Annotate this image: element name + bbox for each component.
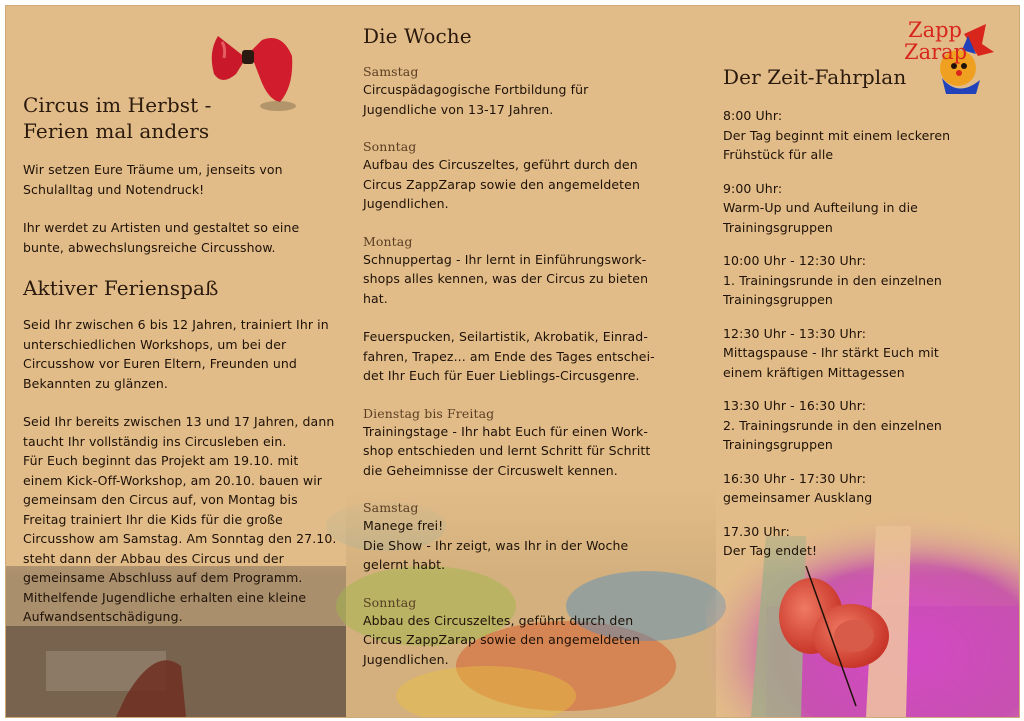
week-day-block (363, 233, 663, 386)
week-day-block (363, 138, 663, 214)
schedule-text: Der Tag endet! (723, 543, 818, 558)
logo-text-line1: Zapp (908, 18, 962, 42)
logo-text-line2: Zarap (904, 40, 968, 64)
week-day-block (363, 63, 663, 119)
day-text-extra: Feuerspucken, Seilartistik, Akrobatik, Einrad-fahren, Trapez... am Ende des Tages entschei-det Ihr Euch für Euer Lieblings-Circusgenre. (363, 329, 655, 383)
column-schedule (723, 64, 968, 561)
paragraph-age-6-12: Seid Ihr zwischen 6 bis 12 Jahren, trainiert Ihr in unterschiedlichen Workshops, um bei der Circusshow vor Euren Eltern, Freunden und Bekannten zu glänzen. (23, 317, 329, 391)
schedule-text: Der Tag beginnt mit einem leckeren Frühstück für alle (723, 127, 951, 162)
schedule-text: 1. Trainingsrunde in den einzelnen Trainingsgruppen (723, 272, 942, 307)
day-text: Manege frei! Die Show - Ihr zeigt, was Ihr in der Woche gelernt habt. (363, 518, 629, 572)
day-label: Samstag (363, 64, 419, 79)
day-text: Trainingstage - Ihr habt Euch für einen Work-shop entschieden und lernt Schritt für Schritt die Geheimnisse der Circuswelt kennen. (363, 423, 651, 478)
schedule-time: 13:30 Uhr - 16:30 Uhr: (723, 398, 867, 413)
week-heading: Die Woche (363, 24, 472, 48)
day-text: Abbau des Circuszeltes, geführt durch den Circus ZappZarap sowie den angemeldeten Jugendlichen. (363, 612, 640, 667)
schedule-item (723, 522, 968, 561)
column-intro (23, 92, 341, 627)
paragraph-age-13-17: Seid Ihr bereits zwischen 13 und 17 Jahren, dann taucht Ihr vollständig ins Circusleben ein. Für Euch beginnt das Projekt am 19.10. mit einem Kick-Off-Workshop, am 20.10. bauen wir gemeinsam den Circus auf, von Montag bis Freitag trainiert Ihr die Kids für die große Circusshow am Samstag. Am Sonntag den 27.10. steht dann der Abbau des Circus und der gemeinsame Abschluss auf dem Programm. Mithelfende Jugendliche erhalten eine kleine Aufwandsentschädigung. (23, 414, 337, 624)
page-title: Circus im Herbst - Ferien mal anders (23, 93, 212, 143)
schedule-time: 8:00 Uhr: (723, 108, 783, 123)
day-label: Sonntag (363, 139, 417, 154)
schedule-time: 9:00 Uhr: (723, 180, 783, 196)
day-label: Dienstag bis Freitag (363, 405, 495, 421)
day-label: Samstag (363, 500, 419, 515)
day-text: Schnuppertag - Ihr lernt in Einführungswork-shops alles kennen, was der Circus zu bieten hat. (363, 251, 649, 306)
day-text: Circuspädagogische Fortbildung für Jugendliche von 13-17 Jahren. (363, 82, 589, 117)
week-day-block (363, 594, 663, 670)
schedule-time: 10:00 Uhr - 12:30 Uhr: (723, 253, 867, 268)
schedule-item (723, 396, 968, 455)
schedule-item (723, 106, 968, 165)
flyer-page (5, 5, 1020, 718)
intro-paragraph-1: Wir setzen Eure Träume um, jenseits von Schulalltag und Notendruck! (23, 162, 283, 197)
day-label: Sonntag (363, 594, 417, 610)
week-day-block (363, 405, 663, 481)
schedule-text: Mittagspause - Ihr stärkt Euch mit einem kräftigen Mittagessen (723, 345, 939, 380)
week-day-block (363, 499, 663, 575)
schedule-item (723, 179, 968, 238)
schedule-item (723, 469, 968, 508)
schedule-text: 2. Trainingsrunde in den einzelnen Trainingsgruppen (723, 417, 942, 452)
schedule-heading: Der Zeit-Fahrplan (723, 65, 907, 89)
schedule-time: 17.30 Uhr: (723, 523, 790, 539)
intro-paragraph-2: Ihr werdet zu Artisten und gestaltet so eine bunte, abwechslungsreiche Circusshow. (23, 220, 300, 255)
schedule-time: 16:30 Uhr - 17:30 Uhr: (723, 470, 867, 486)
schedule-text: gemeinsamer Ausklang (723, 490, 873, 505)
day-text: Aufbau des Circuszeltes, geführt durch den Circus ZappZarap sowie den angemeldeten Jugendlichen. (363, 157, 640, 211)
schedule-text: Warm-Up und Aufteilung in die Trainingsgruppen (723, 200, 918, 235)
schedule-item (723, 251, 968, 310)
schedule-item (723, 324, 968, 383)
schedule-time: 12:30 Uhr - 13:30 Uhr: (723, 325, 867, 341)
section-heading-ferienspass: Aktiver Ferienspaß (23, 276, 219, 300)
day-label: Montag (363, 233, 413, 249)
column-week (363, 23, 663, 669)
